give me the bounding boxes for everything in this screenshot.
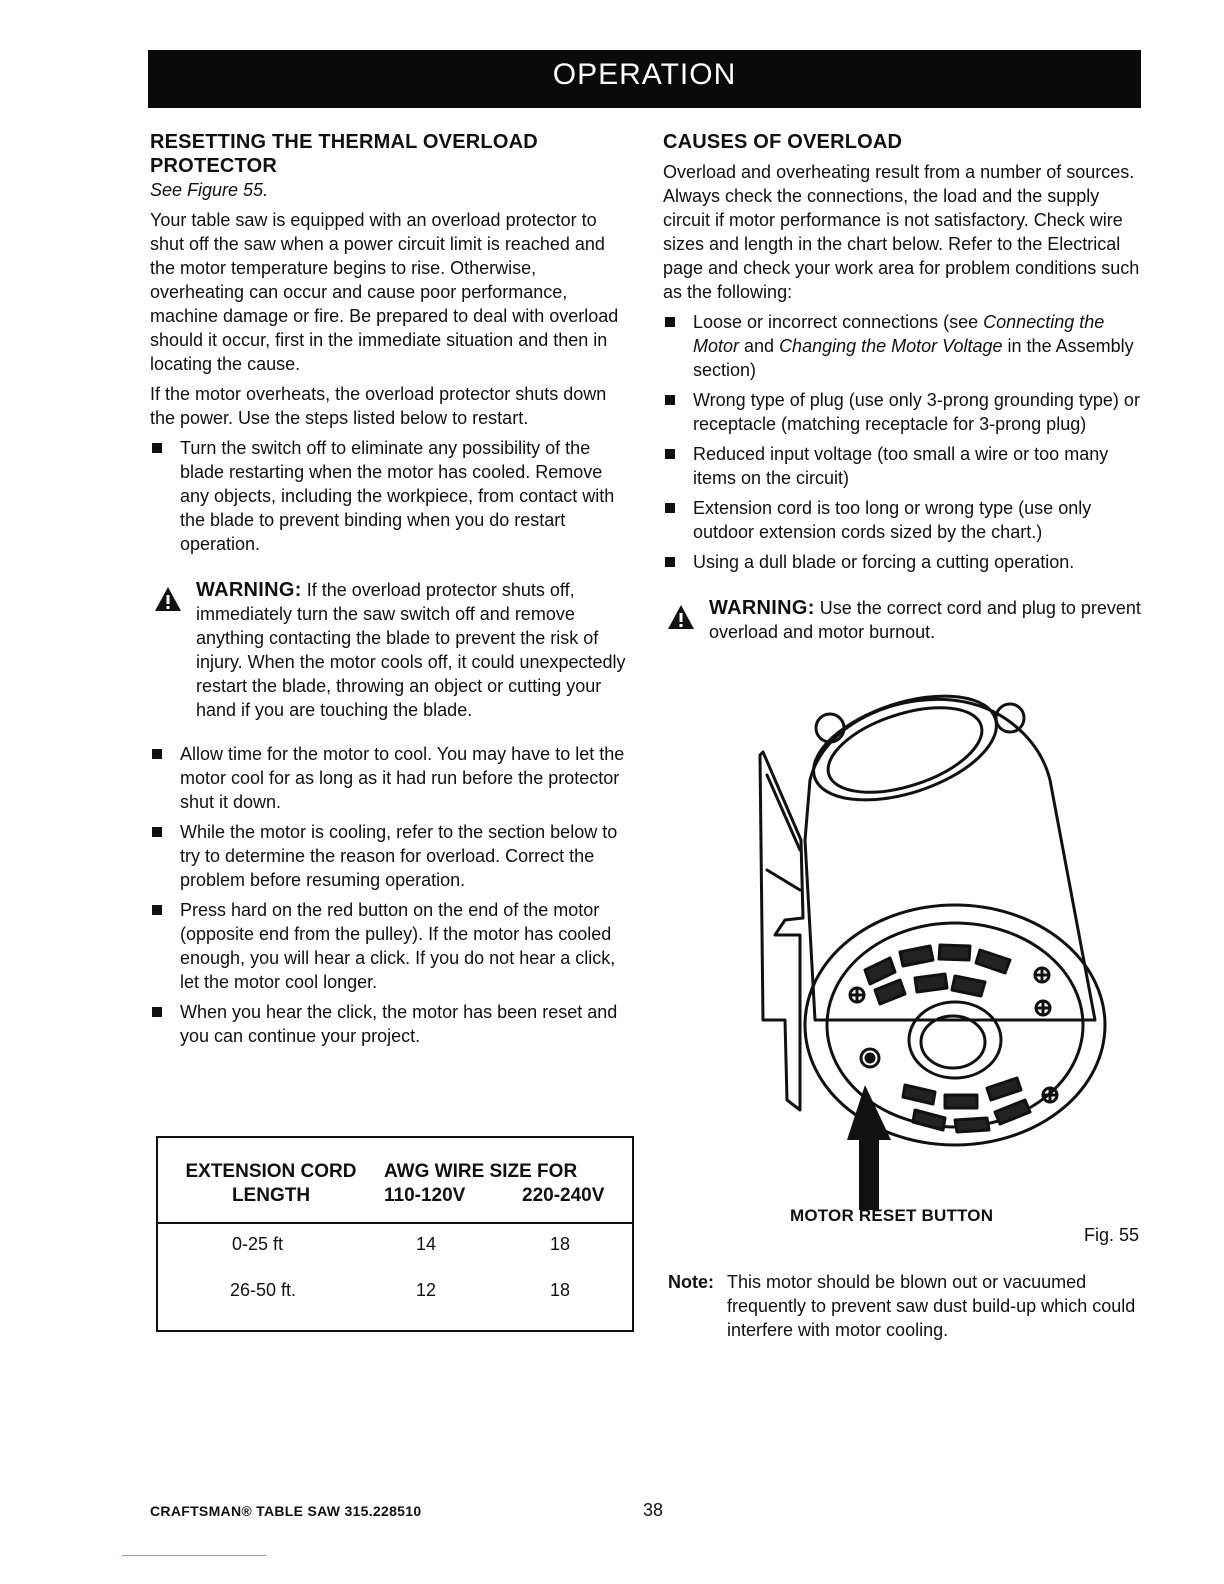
warning-block — [663, 596, 1143, 644]
bullet-square-icon — [152, 749, 162, 759]
list-item: Reduced input voltage (too small a wire or too many items on the circuit) — [663, 442, 1143, 490]
left-column — [150, 130, 628, 1054]
warning-triangle-icon — [667, 604, 695, 630]
section-title: OPERATION — [552, 58, 737, 91]
bullet-square-icon — [665, 503, 675, 513]
reset-heading: RESETTING THE THERMAL OVERLOAD PROTECTOR — [150, 131, 538, 177]
section-banner — [148, 50, 1141, 108]
bullet-square-icon — [665, 395, 675, 405]
table-header — [158, 1138, 632, 1224]
table-cell-length: 26-50 ft. — [230, 1280, 297, 1300]
note-text: This motor should be blown out or vacuumed frequently to prevent saw dust build-up which could interfere with motor cooling. — [727, 1272, 1136, 1340]
list-item: Wrong type of plug (use only 3-prong grounding type) or receptacle (matching receptacle for 3-prong plug) — [663, 388, 1143, 436]
bullet-square-icon — [152, 1007, 162, 1017]
causes-paragraph: Overload and overheating result from a number of sources. Always check the connections, the load and the supply circuit if motor performance is not satisfactory. Check wire sizes and length in the chart below. Refer to the Electrical page and check your work area for problem conditions such as the following: — [663, 162, 1140, 302]
table-cell-length: 0-25 ft — [232, 1234, 284, 1254]
note-label: Note: — [668, 1272, 714, 1292]
column-header-length: EXTENSION CORD LENGTH — [185, 1161, 357, 1206]
list-item: When you hear the click, the motor has been reset and you can continue your project. — [150, 1000, 628, 1048]
bullet-square-icon — [152, 443, 162, 453]
warning-label: WARNING: — [196, 579, 302, 601]
table-cell-110v: 12 — [416, 1280, 437, 1300]
column-header-220v: 220-240V — [522, 1185, 605, 1206]
list-item: Loose or incorrect connections (see Connecting the Motor and Changing the Motor Voltage in the Assembly section) — [663, 310, 1143, 382]
figure-reference: See Figure 55. — [150, 180, 269, 200]
bullet-square-icon — [665, 449, 675, 459]
causes-heading: CAUSES OF OVERLOAD — [663, 131, 903, 153]
table-cell-110v: 14 — [416, 1234, 437, 1254]
list-item: Using a dull blade or forcing a cutting operation. — [663, 550, 1143, 574]
right-column — [663, 130, 1143, 664]
motor-reset-button-callout: MOTOR RESET BUTTON — [790, 1206, 994, 1225]
restart-paragraph: If the motor overheats, the overload protector shuts down the power. Use the steps listed below to restart. — [150, 384, 607, 428]
causes-list — [663, 310, 1143, 574]
motor-illustration — [755, 690, 1115, 1230]
column-header-110v: 110-120V — [384, 1185, 466, 1206]
list-item: While the motor is cooling, refer to the section below to try to determine the reason for overload. Correct the problem before resuming operation. — [150, 820, 628, 892]
arrow-icon — [847, 1085, 891, 1210]
table-cell-220v: 18 — [550, 1280, 571, 1300]
footer-brand: CRAFTSMAN® TABLE SAW 315.228510 — [150, 1503, 422, 1519]
divider — [122, 1555, 266, 1556]
bullet-square-icon — [152, 827, 162, 837]
list-item: Turn the switch off to eliminate any possibility of the blade restarting when the motor has cooled. Remove any objects, including the workpiece, from contact with the blade to prevent binding when you do restart operation. — [150, 436, 628, 556]
column-header-awg: AWG WIRE SIZE FOR — [384, 1161, 578, 1182]
warning-block — [150, 578, 628, 722]
bullet-square-icon — [665, 557, 675, 567]
list-item: Press hard on the red button on the end of the motor (opposite end from the pulley). If the motor has cooled enough, you will hear a click. If you do not hear a click, let the motor cool longer. — [150, 898, 628, 994]
extension-cord-table — [156, 1136, 634, 1332]
intro-paragraph: Your table saw is equipped with an overload protector to shut off the saw when a power circuit limit is reached and the motor temperature begins to rise. Otherwise, overheating can occur and cause poor performance, machine damage or fire. Be prepared to deal with overload should it occur, first in the immediate situation and then in locating the cause. — [150, 210, 619, 374]
bullet-square-icon — [152, 905, 162, 915]
page-number: 38 — [643, 1500, 664, 1520]
table-cell-220v: 18 — [550, 1234, 571, 1254]
reset-steps-list-b — [150, 742, 628, 1048]
list-item: Extension cord is too long or wrong type (use only outdoor extension cords sized by the chart.) — [663, 496, 1143, 544]
warning-label: WARNING: — [709, 597, 815, 619]
warning-triangle-icon — [154, 586, 182, 612]
warning-text: If the overload protector shuts off, immediately turn the saw switch off and remove anything contacting the blade to prevent the risk of injury. When the motor cools off, it could unexpectedly restart the blade, throwing an object or cutting your hand if you are touching the blade. — [196, 580, 626, 720]
bullet-square-icon — [665, 317, 675, 327]
motor-note — [668, 1270, 1138, 1342]
warning-text: Use the correct cord and plug to prevent overload and motor burnout. — [709, 598, 1141, 642]
list-item: Allow time for the motor to cool. You may have to let the motor cool for as long as it had run before the protector shut it down. — [150, 742, 628, 814]
figure-label: Fig. 55 — [1084, 1225, 1140, 1245]
reset-steps-list-a — [150, 436, 628, 556]
